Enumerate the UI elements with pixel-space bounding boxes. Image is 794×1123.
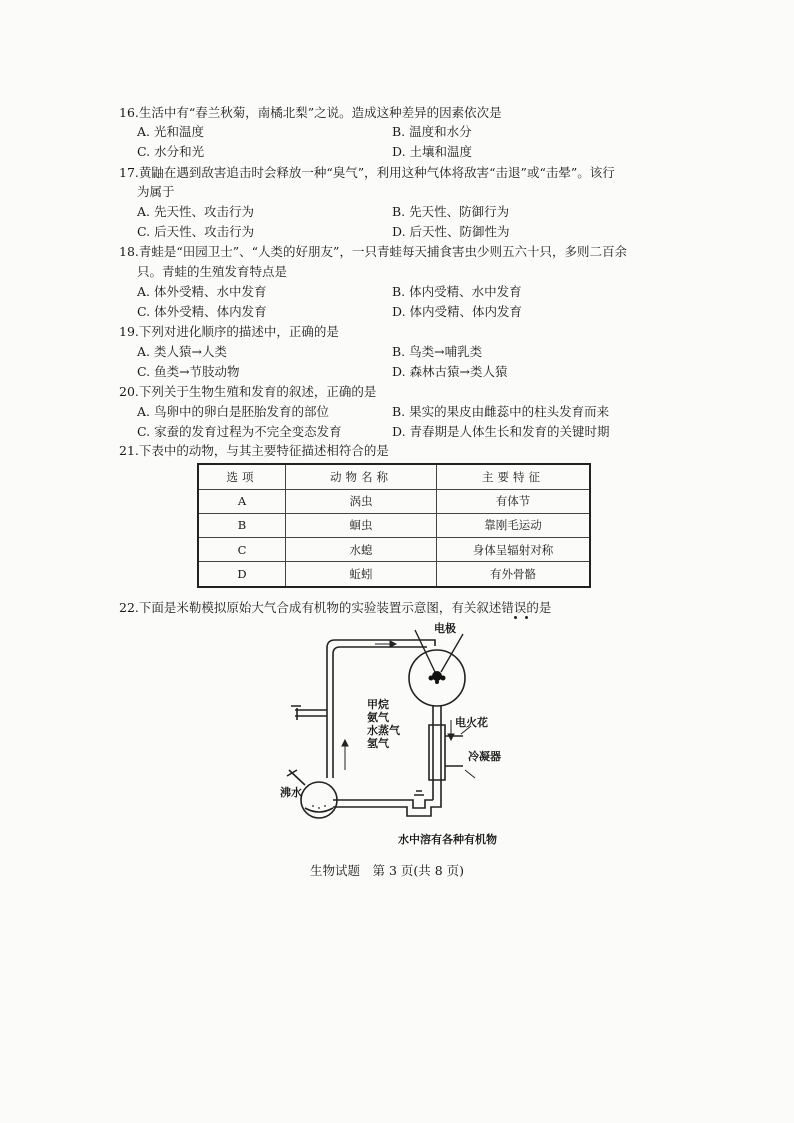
table-cell: D <box>198 562 286 587</box>
table-header-cell: 动物名称 <box>286 464 437 489</box>
q20-option-a: A. 鸟卵中的卵白是胚胎发育的部位 <box>137 404 329 419</box>
q18-stem-cont: 只。青蛙的生殖发育特点是 <box>137 264 288 279</box>
table-row <box>198 513 590 537</box>
q20-option-b: B. 果实的果皮由雌蕊中的柱头发育而来 <box>392 404 610 419</box>
q20-option-c: C. 家蚕的发育过程为不完全变态发育 <box>137 424 342 439</box>
table-cell: 蚯蚓 <box>286 562 437 587</box>
table-header-cell: 选项 <box>198 464 286 489</box>
label-condenser: 冷凝器 <box>468 750 501 763</box>
q18-stem: 18.青蛙是“田园卫士”、“人类的好朋友”，一只青蛙每天捕食害虫少则五六十只，多则二百余 <box>119 244 627 259</box>
table-cell: A <box>198 489 286 513</box>
miller-apparatus-diagram <box>275 620 505 855</box>
table-cell: 身体呈辐射对称 <box>437 538 591 562</box>
q22-stem: 22.下面是米勒模拟原始大气合成有机物的实验装置示意图，有关叙述错误的是 <box>119 600 552 615</box>
q16-option-a: A. 光和温度 <box>137 124 204 139</box>
table-cell: 有体节 <box>437 489 591 513</box>
emphasis-dot <box>525 616 528 619</box>
q18-option-a: A. 体外受精、水中发育 <box>137 284 267 299</box>
q17-stem: 17.黄鼬在遇到敌害追击时会释放一种“臭气”，利用这种气体将敌害“击退”或“击晕”。该行 <box>119 165 615 180</box>
table-header-cell: 主要特征 <box>437 464 591 489</box>
q19-option-c: C. 鱼类→节肢动物 <box>137 364 240 379</box>
q21-table <box>197 463 591 588</box>
q19-option-b: B. 鸟类→哺乳类 <box>392 344 483 359</box>
q16-stem: 16.生活中有“春兰秋菊，南橘北梨”之说。造成这种差异的因素依次是 <box>119 105 502 120</box>
page-footer: 生物试题 第 3 页(共 8 页) <box>310 863 465 878</box>
q17-option-a: A. 先天性、攻击行为 <box>137 204 254 219</box>
q19-option-d: D. 森林古猿→类人猿 <box>392 364 508 379</box>
table-row <box>198 562 590 587</box>
table-cell: 涡虫 <box>286 489 437 513</box>
table-cell: 靠刚毛运动 <box>437 513 591 537</box>
label-electrode: 电极 <box>434 622 456 635</box>
q20-option-d: D. 青春期是人体生长和发育的关键时期 <box>392 424 610 439</box>
q16-option-b: B. 温度和水分 <box>392 124 472 139</box>
q17-option-d: D. 后天性、防御性为 <box>392 224 510 239</box>
emphasis-dot <box>514 616 517 619</box>
q16-option-c: C. 水分和光 <box>137 144 205 159</box>
q21-stem: 21.下表中的动物，与其主要特征描述相符合的是 <box>119 443 389 458</box>
table-cell: 蛔虫 <box>286 513 437 537</box>
q20-stem: 20.下列关于生物生殖和发育的叙述，正确的是 <box>119 384 377 399</box>
label-gas-water-vapor: 水蒸气 <box>367 724 400 737</box>
table-cell: 水螅 <box>286 538 437 562</box>
q18-option-c: C. 体外受精、体内发育 <box>137 304 267 319</box>
label-gas-ammonia: 氨气 <box>367 711 389 724</box>
label-organic-result: 水中溶有各种有机物 <box>398 833 497 846</box>
table-header-row <box>198 464 590 489</box>
table-cell: B <box>198 513 286 537</box>
label-gas-methane: 甲烷 <box>367 698 389 711</box>
table-cell: C <box>198 538 286 562</box>
label-spark: 电火花 <box>455 716 488 729</box>
q17-option-b: B. 先天性、防御行为 <box>392 204 510 219</box>
q17-option-c: C. 后天性、攻击行为 <box>137 224 255 239</box>
q19-stem: 19.下列对进化顺序的描述中，正确的是 <box>119 324 339 339</box>
table-row <box>198 489 590 513</box>
table-cell: 有外骨骼 <box>437 562 591 587</box>
label-boiling-water: 沸水 <box>280 786 302 799</box>
table-row <box>198 538 590 562</box>
label-gas-hydrogen: 氢气 <box>367 737 389 750</box>
q18-option-b: B. 体内受精、水中发育 <box>392 284 522 299</box>
q18-option-d: D. 体内受精、体内发育 <box>392 304 523 319</box>
q17-stem-cont: 为属于 <box>137 184 175 199</box>
q16-option-d: D. 土壤和温度 <box>392 144 473 159</box>
q19-option-a: A. 类人猿→人类 <box>137 344 227 359</box>
